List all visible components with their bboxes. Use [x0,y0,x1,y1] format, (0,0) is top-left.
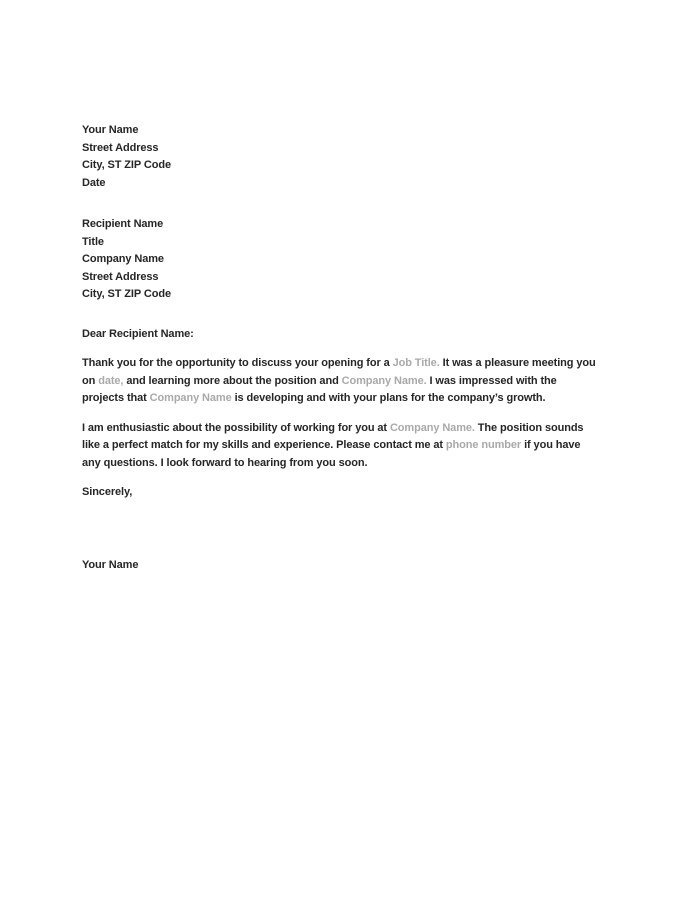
salutation: Dear Recipient Name: [82,327,194,340]
recipient-title: Title [82,235,104,248]
text-run: if you have [521,439,581,451]
body-paragraph-2 [82,420,638,473]
recipient-street-address: Street Address [82,270,159,283]
recipient-company-name: Company Name [82,253,164,265]
text-run: any questions. I look forward to hearing from you soon. [82,456,368,469]
text-run: on [82,374,99,387]
placeholder-field[interactable]: date, [98,374,124,387]
signature-name: Your Name [82,558,139,571]
sender-name: Your Name [82,124,139,136]
recipient-city-state-zip: City, ST ZIP Code [82,288,171,300]
sender-block [82,122,638,192]
text-run: projects that [82,392,150,404]
placeholder-field[interactable]: Company Name. [389,421,475,434]
text-run: It was a pleasure meeting you [439,357,596,369]
placeholder-field[interactable]: Company Name [149,392,232,404]
letter-date: Date [82,176,106,189]
text-run: I was impressed with the [426,374,557,387]
recipient-block [82,216,638,304]
body-paragraph-1 [82,355,638,408]
placeholder-field[interactable]: Company Name. [341,374,427,387]
text-run: Thank you for the opportunity to discuss your opening for a [82,357,393,369]
text-run: like a perfect match for my skills and experience. Please contact me at [82,439,446,451]
text-run: I am enthusiastic about the possibility of working for you at [82,421,390,434]
text-run: is developing and with your plans for the company’s growth. [231,392,546,404]
text-run: The position sounds [474,421,584,434]
sender-city-state-zip: City, ST ZIP Code [82,159,171,171]
placeholder-field[interactable]: phone number [445,439,522,451]
recipient-name: Recipient Name [82,218,164,230]
closing: Sincerely, [82,486,133,498]
placeholder-field[interactable]: Job Title. [392,357,440,369]
sender-street-address: Street Address [82,141,159,154]
text-run: and learning more about the position and [123,374,342,387]
